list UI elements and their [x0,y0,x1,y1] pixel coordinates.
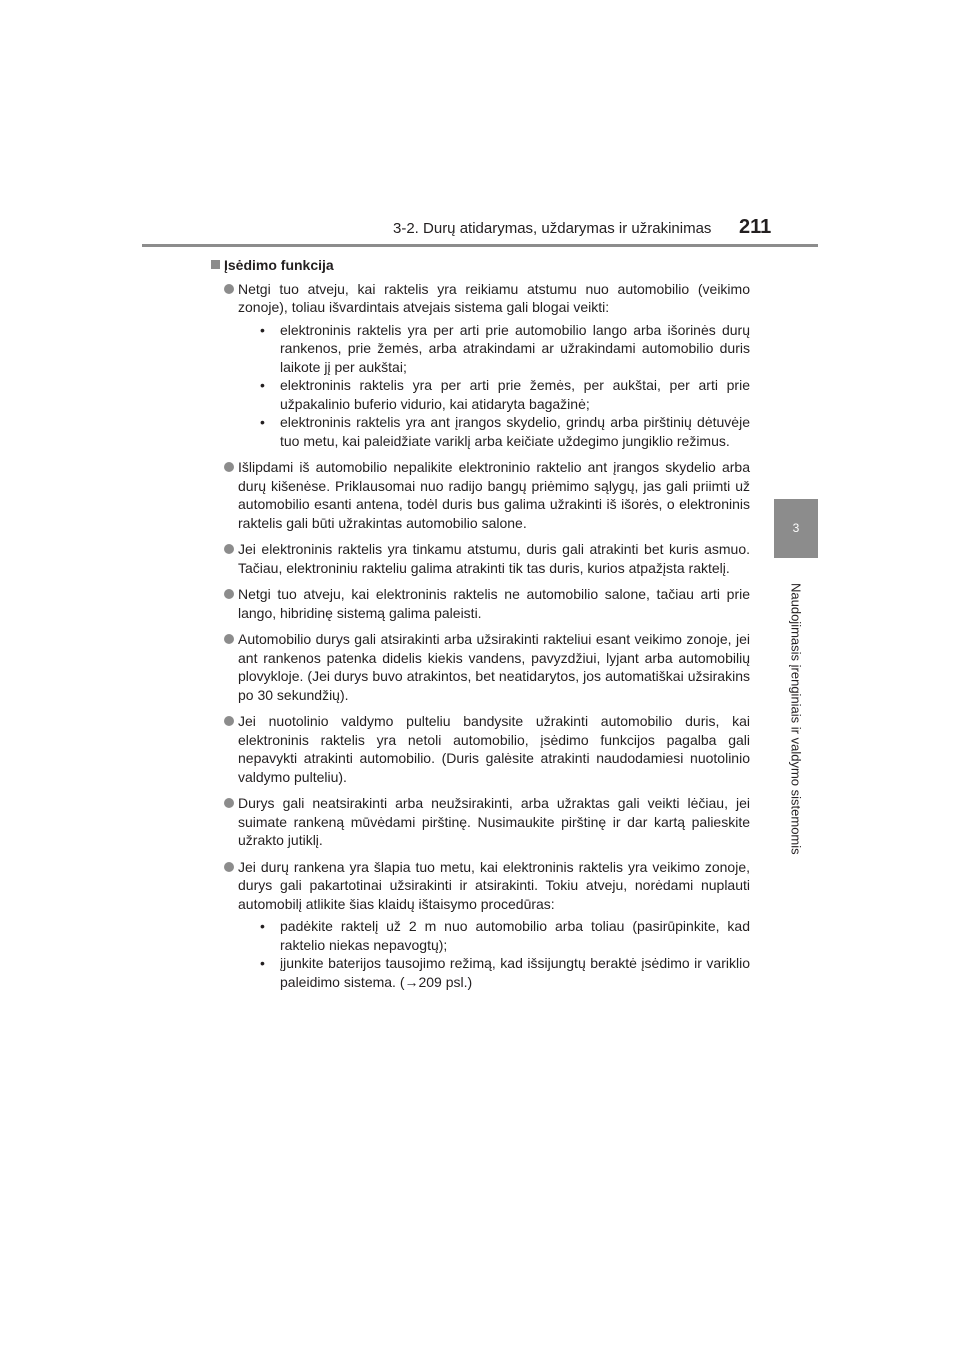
list-item [210,794,750,850]
section-heading [210,256,750,275]
sub-list-item-text: įjunkite baterijos tausojimo režimą, kad išsijungtų beraktė įsėdimo ir variklio paleidimo sistema. (→209 psl.) [280,955,750,990]
list-item-text: Automobilio durys gali atsirakinti arba užsirakinti rakteliui esant veikimo zonoje, jei ant rankenos patenka didelis kiekis vandens, pavyzdžiui, lyjant arba automobilių plovykloje. (Jei durys buvo atrakintos, bet neatidarytos, jos automatiškai užsirakins po 30 sekundžių). [238,631,750,703]
chapter-side-label-text: Naudojimasis įrenginiais ir valdymo sistemomis [788,583,804,855]
sub-list-item [252,413,750,450]
list-item [210,585,750,622]
sub-list-item-text: elektroninis raktelis yra per arti prie automobilio lango arba išorinės durų rankenos, prie žemės, arba atrakindami ar užrakindami automobilio duris laikote jį per aukštai; [280,321,750,375]
main-content [210,256,750,999]
sub-list-item-text: padėkite raktelį už 2 m nuo automobilio arba toliau (pasirūpinkite, kad raktelio niekas nepavogtų); [280,918,750,953]
circle-bullet-icon [224,634,234,644]
dot-bullet-icon: • [260,918,265,934]
dot-bullet-icon: • [260,414,265,430]
sub-list-item [252,321,750,377]
chapter-title: 3-2. Durų atidarymas, uždarymas ir užrakinimas [393,220,712,237]
sub-list-item [252,954,750,991]
dot-bullet-icon: • [260,321,265,338]
list-item [210,858,750,992]
square-bullet-icon [211,260,220,269]
circle-bullet-icon [224,284,234,294]
chapter-side-label [778,566,814,872]
dot-bullet-icon: • [260,377,265,393]
circle-bullet-icon [224,589,234,599]
chapter-tab-number: 3 [792,521,800,535]
list-item [210,458,750,532]
sub-list-item [252,376,750,413]
section-heading-text: Įsėdimo funkcija [224,257,334,273]
circle-bullet-icon [224,544,234,554]
circle-bullet-icon [224,462,234,472]
list-item-text: Jei elektroninis raktelis yra tinkamu atstumu, duris gali atrakinti bet kuris asmuo. Tačiau, elektroniniu rakteliu galima atrakinti tik tas duris, kurios atpažįsta raktelį. [238,541,750,576]
sub-list-item-text: elektroninis raktelis yra per arti prie žemės, per aukštai, per arti prie užpakalinio buferio vidurio, kai atidaryta bagažinė; [280,377,750,412]
list-item-text: Jei durų rankena yra šlapia tuo metu, kai elektroninis raktelis yra veikimo zonoje, durys gali pakartotinai užsirakinti ir atsirakinti. Tokiu atveju, norėdami nuplauti automobilį atlikite šias klaidų ištaisymo procedūras: [238,858,750,912]
sub-list [238,321,750,451]
list-item-text: Durys gali neatsirakinti arba neužsirakinti, arba užraktas gali veikti lėčiau, jei suimate rankeną mūvėdami pirštinę. Nusimaukite pirštinę ir dar kartą palieskite užrakto jutiklį. [238,795,750,848]
list-item [210,540,750,577]
list-item-text: Netgi tuo atveju, kai raktelis yra reikiamu atstumu nuo automobilio (veikimo zonoje), toliau išvardintais atvejais sistema gali blogai veikti: [238,280,750,315]
sub-list [238,917,750,991]
circle-bullet-icon [224,862,234,872]
list-item [210,630,750,704]
dot-bullet-icon: • [260,955,265,971]
circle-bullet-icon [224,798,234,808]
chapter-tab [774,499,818,558]
sub-list-item [252,917,750,954]
sub-list-item-text: elektroninis raktelis yra ant įrangos skydelio, grindų arba pirštinių dėtuvėje tuo metu, kai paleidžiate variklį arba keičiate uždegimo jungiklio režimus. [280,414,750,449]
list-item-text: Išlipdami iš automobilio nepalikite elektroninio raktelio ant įrangos skydelio arba durų kišenėse. Priklausomai nuo radijo bangų priėmimo sąlygų, jas gali priimti už automobilio esanti antena, todėl duris bus galima užrakinti iš išorės, o elektroninis raktelis gali būti užrakintas automobilio salone. [238,459,750,531]
header-divider [142,244,818,247]
list-item-text: Jei nuotolinio valdymo pulteliu bandysite užrakinti automobilio duris, kai elektroninis raktelis yra netoli automobilio, įsėdimo funkcijos pagalba gali nepavykti atrakinti automobilio. (Duris galėsite atrakinti naudodamiesi nuotolinio valdymo pulteliu). [238,713,750,785]
list-item [210,280,750,451]
page-number: 211 [739,216,772,238]
list-item-text: Netgi tuo atveju, kai elektroninis raktelis ne automobilio salone, tačiau arti prie lango, hibridinę sistemą galima paleisti. [238,586,750,621]
list-item [210,712,750,786]
circle-bullet-icon [224,716,234,726]
